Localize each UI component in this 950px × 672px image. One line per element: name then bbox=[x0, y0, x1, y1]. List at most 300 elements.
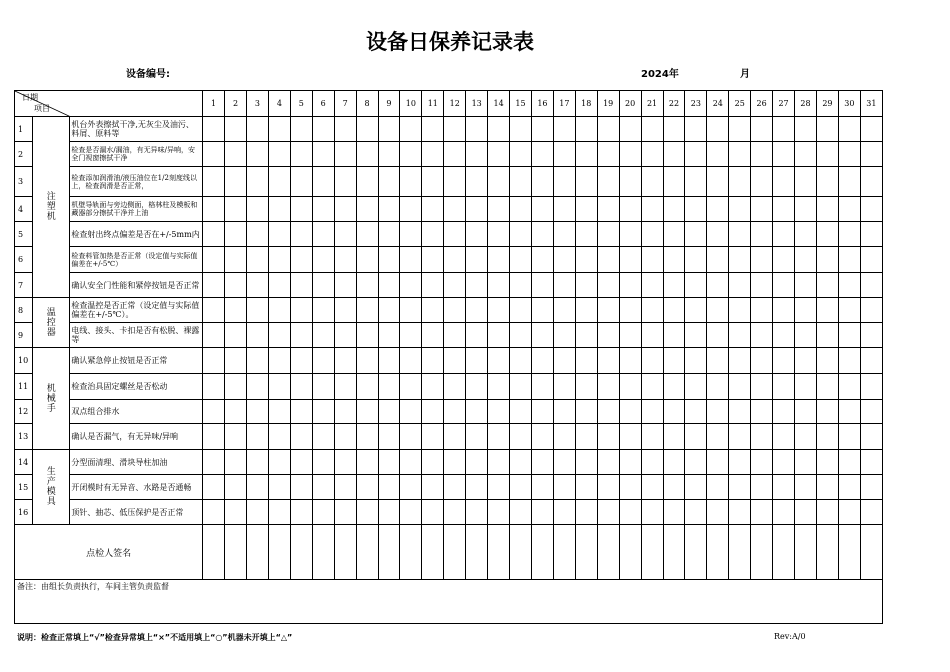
day-check-cell[interactable] bbox=[290, 222, 312, 247]
signature-cell[interactable] bbox=[225, 525, 247, 580]
day-check-cell[interactable] bbox=[597, 374, 619, 400]
day-check-cell[interactable] bbox=[246, 247, 268, 273]
day-check-cell[interactable] bbox=[619, 247, 641, 273]
day-check-cell[interactable] bbox=[444, 424, 466, 450]
day-check-cell[interactable] bbox=[597, 475, 619, 500]
day-check-cell[interactable] bbox=[795, 298, 817, 323]
day-check-cell[interactable] bbox=[641, 273, 663, 298]
day-check-cell[interactable] bbox=[860, 298, 882, 323]
day-check-cell[interactable] bbox=[488, 197, 510, 222]
day-check-cell[interactable] bbox=[203, 142, 225, 167]
day-check-cell[interactable] bbox=[816, 475, 838, 500]
day-check-cell[interactable] bbox=[663, 450, 685, 475]
day-check-cell[interactable] bbox=[378, 348, 400, 374]
day-check-cell[interactable] bbox=[553, 273, 575, 298]
day-check-cell[interactable] bbox=[400, 450, 422, 475]
day-check-cell[interactable] bbox=[356, 400, 378, 424]
day-check-cell[interactable] bbox=[795, 500, 817, 525]
day-check-cell[interactable] bbox=[203, 424, 225, 450]
day-check-cell[interactable] bbox=[663, 117, 685, 142]
day-check-cell[interactable] bbox=[641, 117, 663, 142]
day-check-cell[interactable] bbox=[268, 374, 290, 400]
day-check-cell[interactable] bbox=[225, 500, 247, 525]
day-check-cell[interactable] bbox=[488, 273, 510, 298]
day-check-cell[interactable] bbox=[531, 323, 553, 348]
day-check-cell[interactable] bbox=[707, 167, 729, 197]
day-check-cell[interactable] bbox=[575, 197, 597, 222]
day-check-cell[interactable] bbox=[860, 500, 882, 525]
day-check-cell[interactable] bbox=[444, 475, 466, 500]
day-check-cell[interactable] bbox=[641, 424, 663, 450]
day-check-cell[interactable] bbox=[619, 500, 641, 525]
day-check-cell[interactable] bbox=[707, 247, 729, 273]
day-check-cell[interactable] bbox=[510, 424, 532, 450]
day-check-cell[interactable] bbox=[356, 323, 378, 348]
day-check-cell[interactable] bbox=[334, 450, 356, 475]
signature-cell[interactable] bbox=[707, 525, 729, 580]
day-check-cell[interactable] bbox=[488, 222, 510, 247]
day-check-cell[interactable] bbox=[422, 374, 444, 400]
day-check-cell[interactable] bbox=[575, 374, 597, 400]
day-check-cell[interactable] bbox=[444, 222, 466, 247]
day-check-cell[interactable] bbox=[378, 500, 400, 525]
day-check-cell[interactable] bbox=[838, 298, 860, 323]
day-check-cell[interactable] bbox=[466, 500, 488, 525]
day-check-cell[interactable] bbox=[795, 400, 817, 424]
day-check-cell[interactable] bbox=[641, 167, 663, 197]
day-check-cell[interactable] bbox=[268, 247, 290, 273]
day-check-cell[interactable] bbox=[225, 222, 247, 247]
day-check-cell[interactable] bbox=[641, 348, 663, 374]
day-check-cell[interactable] bbox=[444, 167, 466, 197]
day-check-cell[interactable] bbox=[838, 117, 860, 142]
day-check-cell[interactable] bbox=[225, 475, 247, 500]
day-check-cell[interactable] bbox=[312, 348, 334, 374]
day-check-cell[interactable] bbox=[268, 167, 290, 197]
day-check-cell[interactable] bbox=[553, 400, 575, 424]
signature-cell[interactable] bbox=[795, 525, 817, 580]
day-check-cell[interactable] bbox=[510, 222, 532, 247]
day-check-cell[interactable] bbox=[838, 475, 860, 500]
day-check-cell[interactable] bbox=[553, 475, 575, 500]
day-check-cell[interactable] bbox=[225, 374, 247, 400]
day-check-cell[interactable] bbox=[729, 323, 751, 348]
day-check-cell[interactable] bbox=[751, 450, 773, 475]
day-check-cell[interactable] bbox=[203, 400, 225, 424]
signature-cell[interactable] bbox=[641, 525, 663, 580]
day-check-cell[interactable] bbox=[203, 273, 225, 298]
day-check-cell[interactable] bbox=[860, 222, 882, 247]
day-check-cell[interactable] bbox=[334, 374, 356, 400]
day-check-cell[interactable] bbox=[860, 167, 882, 197]
day-check-cell[interactable] bbox=[685, 222, 707, 247]
day-check-cell[interactable] bbox=[729, 117, 751, 142]
day-check-cell[interactable] bbox=[488, 298, 510, 323]
day-check-cell[interactable] bbox=[312, 247, 334, 273]
day-check-cell[interactable] bbox=[597, 247, 619, 273]
day-check-cell[interactable] bbox=[553, 323, 575, 348]
day-check-cell[interactable] bbox=[641, 142, 663, 167]
day-check-cell[interactable] bbox=[422, 475, 444, 500]
day-check-cell[interactable] bbox=[488, 500, 510, 525]
day-check-cell[interactable] bbox=[356, 450, 378, 475]
day-check-cell[interactable] bbox=[510, 400, 532, 424]
day-check-cell[interactable] bbox=[334, 424, 356, 450]
day-check-cell[interactable] bbox=[751, 142, 773, 167]
signature-cell[interactable] bbox=[203, 525, 225, 580]
signature-cell[interactable] bbox=[466, 525, 488, 580]
day-check-cell[interactable] bbox=[816, 142, 838, 167]
day-check-cell[interactable] bbox=[729, 273, 751, 298]
day-check-cell[interactable] bbox=[751, 500, 773, 525]
day-check-cell[interactable] bbox=[334, 167, 356, 197]
day-check-cell[interactable] bbox=[531, 222, 553, 247]
day-check-cell[interactable] bbox=[488, 117, 510, 142]
day-check-cell[interactable] bbox=[466, 374, 488, 400]
day-check-cell[interactable] bbox=[795, 197, 817, 222]
day-check-cell[interactable] bbox=[444, 374, 466, 400]
day-check-cell[interactable] bbox=[619, 197, 641, 222]
day-check-cell[interactable] bbox=[268, 273, 290, 298]
day-check-cell[interactable] bbox=[290, 475, 312, 500]
day-check-cell[interactable] bbox=[466, 222, 488, 247]
day-check-cell[interactable] bbox=[751, 424, 773, 450]
day-check-cell[interactable] bbox=[773, 500, 795, 525]
day-check-cell[interactable] bbox=[729, 247, 751, 273]
day-check-cell[interactable] bbox=[290, 424, 312, 450]
day-check-cell[interactable] bbox=[290, 500, 312, 525]
day-check-cell[interactable] bbox=[575, 298, 597, 323]
day-check-cell[interactable] bbox=[488, 348, 510, 374]
day-check-cell[interactable] bbox=[707, 142, 729, 167]
day-check-cell[interactable] bbox=[860, 117, 882, 142]
day-check-cell[interactable] bbox=[860, 400, 882, 424]
day-check-cell[interactable] bbox=[510, 450, 532, 475]
day-check-cell[interactable] bbox=[312, 273, 334, 298]
day-check-cell[interactable] bbox=[488, 475, 510, 500]
day-check-cell[interactable] bbox=[312, 222, 334, 247]
day-check-cell[interactable] bbox=[246, 117, 268, 142]
day-check-cell[interactable] bbox=[400, 475, 422, 500]
signature-cell[interactable] bbox=[663, 525, 685, 580]
day-check-cell[interactable] bbox=[553, 374, 575, 400]
day-check-cell[interactable] bbox=[290, 323, 312, 348]
day-check-cell[interactable] bbox=[597, 117, 619, 142]
day-check-cell[interactable] bbox=[290, 348, 312, 374]
day-check-cell[interactable] bbox=[707, 475, 729, 500]
signature-cell[interactable] bbox=[488, 525, 510, 580]
day-check-cell[interactable] bbox=[356, 222, 378, 247]
day-check-cell[interactable] bbox=[751, 273, 773, 298]
day-check-cell[interactable] bbox=[246, 298, 268, 323]
day-check-cell[interactable] bbox=[225, 400, 247, 424]
day-check-cell[interactable] bbox=[795, 273, 817, 298]
day-check-cell[interactable] bbox=[685, 374, 707, 400]
day-check-cell[interactable] bbox=[860, 450, 882, 475]
day-check-cell[interactable] bbox=[816, 247, 838, 273]
day-check-cell[interactable] bbox=[816, 298, 838, 323]
day-check-cell[interactable] bbox=[488, 167, 510, 197]
day-check-cell[interactable] bbox=[597, 323, 619, 348]
day-check-cell[interactable] bbox=[860, 475, 882, 500]
day-check-cell[interactable] bbox=[488, 323, 510, 348]
day-check-cell[interactable] bbox=[795, 475, 817, 500]
day-check-cell[interactable] bbox=[838, 222, 860, 247]
day-check-cell[interactable] bbox=[246, 197, 268, 222]
day-check-cell[interactable] bbox=[619, 323, 641, 348]
day-check-cell[interactable] bbox=[531, 197, 553, 222]
day-check-cell[interactable] bbox=[553, 298, 575, 323]
day-check-cell[interactable] bbox=[641, 222, 663, 247]
day-check-cell[interactable] bbox=[246, 374, 268, 400]
day-check-cell[interactable] bbox=[795, 374, 817, 400]
day-check-cell[interactable] bbox=[356, 298, 378, 323]
day-check-cell[interactable] bbox=[203, 500, 225, 525]
day-check-cell[interactable] bbox=[816, 348, 838, 374]
day-check-cell[interactable] bbox=[553, 197, 575, 222]
day-check-cell[interactable] bbox=[334, 142, 356, 167]
day-check-cell[interactable] bbox=[334, 117, 356, 142]
day-check-cell[interactable] bbox=[663, 298, 685, 323]
day-check-cell[interactable] bbox=[838, 247, 860, 273]
day-check-cell[interactable] bbox=[356, 374, 378, 400]
day-check-cell[interactable] bbox=[422, 222, 444, 247]
day-check-cell[interactable] bbox=[290, 374, 312, 400]
day-check-cell[interactable] bbox=[510, 167, 532, 197]
signature-cell[interactable] bbox=[531, 525, 553, 580]
day-check-cell[interactable] bbox=[225, 298, 247, 323]
day-check-cell[interactable] bbox=[246, 400, 268, 424]
day-check-cell[interactable] bbox=[597, 273, 619, 298]
day-check-cell[interactable] bbox=[619, 117, 641, 142]
day-check-cell[interactable] bbox=[838, 142, 860, 167]
day-check-cell[interactable] bbox=[729, 400, 751, 424]
day-check-cell[interactable] bbox=[773, 323, 795, 348]
day-check-cell[interactable] bbox=[838, 323, 860, 348]
day-check-cell[interactable] bbox=[422, 142, 444, 167]
day-check-cell[interactable] bbox=[422, 323, 444, 348]
day-check-cell[interactable] bbox=[444, 273, 466, 298]
signature-cell[interactable] bbox=[378, 525, 400, 580]
day-check-cell[interactable] bbox=[466, 197, 488, 222]
day-check-cell[interactable] bbox=[663, 273, 685, 298]
day-check-cell[interactable] bbox=[488, 400, 510, 424]
day-check-cell[interactable] bbox=[751, 348, 773, 374]
day-check-cell[interactable] bbox=[685, 500, 707, 525]
day-check-cell[interactable] bbox=[838, 374, 860, 400]
day-check-cell[interactable] bbox=[225, 348, 247, 374]
day-check-cell[interactable] bbox=[444, 298, 466, 323]
day-check-cell[interactable] bbox=[575, 247, 597, 273]
day-check-cell[interactable] bbox=[268, 298, 290, 323]
day-check-cell[interactable] bbox=[378, 222, 400, 247]
day-check-cell[interactable] bbox=[356, 424, 378, 450]
day-check-cell[interactable] bbox=[268, 450, 290, 475]
day-check-cell[interactable] bbox=[641, 323, 663, 348]
day-check-cell[interactable] bbox=[290, 117, 312, 142]
day-check-cell[interactable] bbox=[641, 374, 663, 400]
day-check-cell[interactable] bbox=[312, 424, 334, 450]
day-check-cell[interactable] bbox=[729, 450, 751, 475]
day-check-cell[interactable] bbox=[729, 424, 751, 450]
day-check-cell[interactable] bbox=[290, 273, 312, 298]
day-check-cell[interactable] bbox=[531, 374, 553, 400]
day-check-cell[interactable] bbox=[553, 142, 575, 167]
day-check-cell[interactable] bbox=[510, 500, 532, 525]
day-check-cell[interactable] bbox=[466, 273, 488, 298]
day-check-cell[interactable] bbox=[246, 475, 268, 500]
day-check-cell[interactable] bbox=[816, 500, 838, 525]
day-check-cell[interactable] bbox=[203, 222, 225, 247]
day-check-cell[interactable] bbox=[400, 142, 422, 167]
day-check-cell[interactable] bbox=[444, 323, 466, 348]
day-check-cell[interactable] bbox=[422, 273, 444, 298]
day-check-cell[interactable] bbox=[466, 424, 488, 450]
day-check-cell[interactable] bbox=[356, 142, 378, 167]
day-check-cell[interactable] bbox=[488, 247, 510, 273]
signature-cell[interactable] bbox=[860, 525, 882, 580]
day-check-cell[interactable] bbox=[663, 167, 685, 197]
day-check-cell[interactable] bbox=[773, 117, 795, 142]
day-check-cell[interactable] bbox=[268, 222, 290, 247]
day-check-cell[interactable] bbox=[575, 323, 597, 348]
day-check-cell[interactable] bbox=[597, 424, 619, 450]
day-check-cell[interactable] bbox=[773, 273, 795, 298]
signature-cell[interactable] bbox=[729, 525, 751, 580]
day-check-cell[interactable] bbox=[575, 142, 597, 167]
day-check-cell[interactable] bbox=[597, 450, 619, 475]
day-check-cell[interactable] bbox=[422, 117, 444, 142]
day-check-cell[interactable] bbox=[838, 348, 860, 374]
day-check-cell[interactable] bbox=[838, 400, 860, 424]
day-check-cell[interactable] bbox=[466, 247, 488, 273]
day-check-cell[interactable] bbox=[773, 348, 795, 374]
day-check-cell[interactable] bbox=[619, 142, 641, 167]
day-check-cell[interactable] bbox=[575, 222, 597, 247]
day-check-cell[interactable] bbox=[246, 424, 268, 450]
day-check-cell[interactable] bbox=[444, 197, 466, 222]
day-check-cell[interactable] bbox=[860, 142, 882, 167]
day-check-cell[interactable] bbox=[444, 500, 466, 525]
signature-cell[interactable] bbox=[444, 525, 466, 580]
day-check-cell[interactable] bbox=[334, 323, 356, 348]
day-check-cell[interactable] bbox=[773, 298, 795, 323]
day-check-cell[interactable] bbox=[334, 197, 356, 222]
day-check-cell[interactable] bbox=[707, 273, 729, 298]
day-check-cell[interactable] bbox=[510, 247, 532, 273]
day-check-cell[interactable] bbox=[707, 400, 729, 424]
day-check-cell[interactable] bbox=[290, 197, 312, 222]
day-check-cell[interactable] bbox=[510, 273, 532, 298]
day-check-cell[interactable] bbox=[860, 323, 882, 348]
day-check-cell[interactable] bbox=[663, 348, 685, 374]
day-check-cell[interactable] bbox=[312, 450, 334, 475]
day-check-cell[interactable] bbox=[378, 323, 400, 348]
day-check-cell[interactable] bbox=[378, 142, 400, 167]
day-check-cell[interactable] bbox=[422, 298, 444, 323]
day-check-cell[interactable] bbox=[290, 450, 312, 475]
day-check-cell[interactable] bbox=[838, 197, 860, 222]
day-check-cell[interactable] bbox=[400, 298, 422, 323]
day-check-cell[interactable] bbox=[531, 400, 553, 424]
day-check-cell[interactable] bbox=[510, 197, 532, 222]
day-check-cell[interactable] bbox=[531, 348, 553, 374]
day-check-cell[interactable] bbox=[466, 323, 488, 348]
day-check-cell[interactable] bbox=[400, 222, 422, 247]
signature-cell[interactable] bbox=[597, 525, 619, 580]
day-check-cell[interactable] bbox=[246, 323, 268, 348]
day-check-cell[interactable] bbox=[553, 348, 575, 374]
day-check-cell[interactable] bbox=[356, 167, 378, 197]
day-check-cell[interactable] bbox=[444, 247, 466, 273]
day-check-cell[interactable] bbox=[553, 167, 575, 197]
day-check-cell[interactable] bbox=[356, 475, 378, 500]
day-check-cell[interactable] bbox=[400, 348, 422, 374]
day-check-cell[interactable] bbox=[444, 348, 466, 374]
day-check-cell[interactable] bbox=[707, 374, 729, 400]
day-check-cell[interactable] bbox=[510, 142, 532, 167]
day-check-cell[interactable] bbox=[488, 374, 510, 400]
day-check-cell[interactable] bbox=[773, 222, 795, 247]
day-check-cell[interactable] bbox=[203, 374, 225, 400]
day-check-cell[interactable] bbox=[378, 475, 400, 500]
day-check-cell[interactable] bbox=[751, 400, 773, 424]
day-check-cell[interactable] bbox=[707, 222, 729, 247]
day-check-cell[interactable] bbox=[225, 323, 247, 348]
day-check-cell[interactable] bbox=[575, 273, 597, 298]
day-check-cell[interactable] bbox=[575, 400, 597, 424]
day-check-cell[interactable] bbox=[597, 142, 619, 167]
day-check-cell[interactable] bbox=[268, 475, 290, 500]
day-check-cell[interactable] bbox=[751, 222, 773, 247]
day-check-cell[interactable] bbox=[334, 348, 356, 374]
day-check-cell[interactable] bbox=[334, 400, 356, 424]
day-check-cell[interactable] bbox=[685, 142, 707, 167]
day-check-cell[interactable] bbox=[488, 424, 510, 450]
day-check-cell[interactable] bbox=[225, 142, 247, 167]
signature-cell[interactable] bbox=[246, 525, 268, 580]
day-check-cell[interactable] bbox=[685, 167, 707, 197]
day-check-cell[interactable] bbox=[203, 475, 225, 500]
signature-cell[interactable] bbox=[553, 525, 575, 580]
day-check-cell[interactable] bbox=[531, 142, 553, 167]
day-check-cell[interactable] bbox=[619, 400, 641, 424]
day-check-cell[interactable] bbox=[575, 500, 597, 525]
day-check-cell[interactable] bbox=[619, 374, 641, 400]
day-check-cell[interactable] bbox=[663, 197, 685, 222]
day-check-cell[interactable] bbox=[466, 298, 488, 323]
day-check-cell[interactable] bbox=[488, 142, 510, 167]
day-check-cell[interactable] bbox=[597, 222, 619, 247]
day-check-cell[interactable] bbox=[619, 273, 641, 298]
day-check-cell[interactable] bbox=[356, 348, 378, 374]
day-check-cell[interactable] bbox=[312, 298, 334, 323]
day-check-cell[interactable] bbox=[860, 374, 882, 400]
day-check-cell[interactable] bbox=[685, 298, 707, 323]
day-check-cell[interactable] bbox=[795, 222, 817, 247]
day-check-cell[interactable] bbox=[729, 475, 751, 500]
day-check-cell[interactable] bbox=[466, 142, 488, 167]
day-check-cell[interactable] bbox=[225, 167, 247, 197]
day-check-cell[interactable] bbox=[860, 197, 882, 222]
day-check-cell[interactable] bbox=[641, 475, 663, 500]
day-check-cell[interactable] bbox=[751, 323, 773, 348]
day-check-cell[interactable] bbox=[795, 142, 817, 167]
day-check-cell[interactable] bbox=[751, 167, 773, 197]
day-check-cell[interactable] bbox=[663, 222, 685, 247]
day-check-cell[interactable] bbox=[773, 197, 795, 222]
day-check-cell[interactable] bbox=[641, 500, 663, 525]
